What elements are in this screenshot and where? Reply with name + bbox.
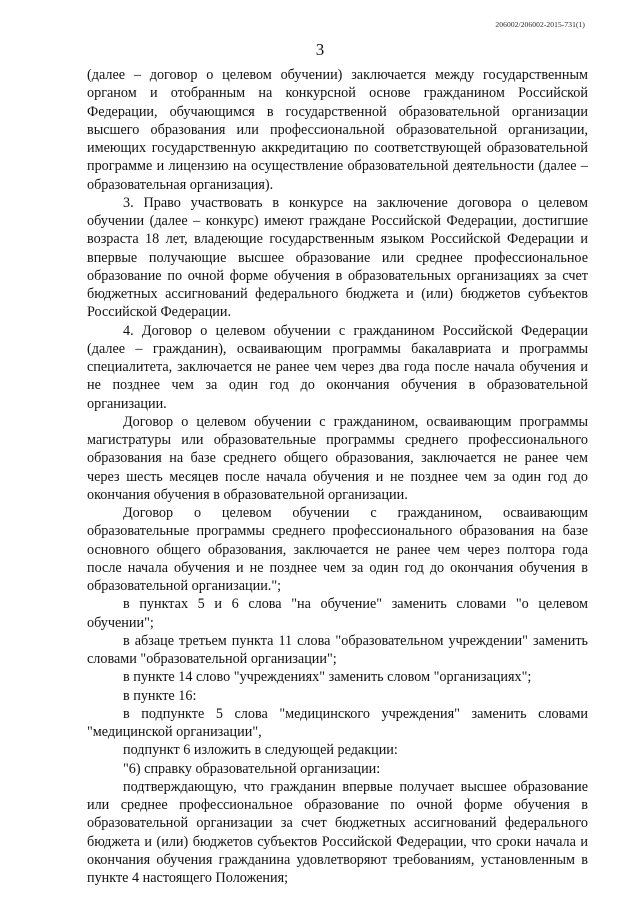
amendment-items-5-6: в пунктах 5 и 6 слова "на обучение" заменить словами "о целевом обучении"; bbox=[87, 596, 588, 631]
amendment-subitem-6-intro: подпункт 6 изложить в следующей редакции: bbox=[123, 742, 398, 759]
paragraph-item-4: 4. Договор о целевом обучении с гражданином Российской Федерации (далее – гражданин), осваивающим программы бакалавриата и программы специалитета, заключается не ранее чем через два года после начала обучения и не позднее чем за один год до окончания обучения в образовательной организации. bbox=[87, 322, 588, 412]
paragraph-continuation: (далее – договор о целевом обучении) заключается между государственным органом и отобранным на конкурсной основе гражданином Российской Федерации, обучающимся в государственной образовательной организации высшего образования или профессиональной образовательной организации, имеющих государственную аккредитацию по соответствующей образовательной программе и лицензию на осуществление образовательной деятельности (далее – образовательная организация). bbox=[87, 67, 588, 193]
subitem-6-heading: "6) справку образовательной организации: bbox=[123, 760, 381, 777]
paragraph-basic-education: Договор о целевом обучении с гражданином, осваивающим образовательные программы среднего профессионального образования на базе основного общего образования, заключается не ранее чем через полтора года после начала обучения и не позднее чем за один год до окончания обучения в образовательной организации."; bbox=[87, 505, 588, 594]
paragraph-item-3: 3. Право участвовать в конкурсе на заключение договора о целевом обучении (далее – конкурс) имеют граждане Российской Федерации, достигшие возраста 18 лет, владеющие государственным языком Российской Федерации и впервые получающие высшее образование или среднее профессиональное образование по очной форме обучения в образовательных организациях за счет бюджетных ассигнований федерального бюджета и (или) бюджетов субъектов Российской Федерации. bbox=[87, 194, 588, 321]
document-body bbox=[87, 66, 588, 887]
page-number: 3 bbox=[315, 40, 325, 59]
amendment-item-11: в абзаце третьем пункта 11 слова "образовательном учреждении" заменить словами "образовательной организации"; bbox=[87, 632, 588, 667]
document-id: 206002/206002-2015-731(1) bbox=[495, 20, 585, 29]
subitem-6-text: подтверждающую, что гражданин впервые получает высшее образование или среднее профессиональное образование по очной форме обучения в образовательной организации за счет бюджетных ассигнований федерального бюджета и (или) бюджетов субъектов Российской Федерации, что сроки начала и окончания обучения гражданина удовлетворяют требованиям, установленным в пункте 4 настоящего Положения; bbox=[87, 778, 588, 886]
amendment-subitem-5: в подпункте 5 слова "медицинского учреждения" заменить словами "медицинской организации", bbox=[87, 705, 588, 740]
amendment-item-16: в пункте 16: bbox=[123, 687, 197, 704]
amendment-item-14: в пункте 14 слово "учреждениях" заменить словом "организациях"; bbox=[123, 669, 532, 686]
paragraph-magistracy: Договор о целевом обучении с гражданином, осваивающим программы магистратуры или образовательные программы среднего профессионального образования на базе среднего общего образования, заключается не ранее чем через шесть месяцев после начала обучения и не позднее чем за один год до окончания обучения в образовательной организации. bbox=[87, 413, 588, 503]
